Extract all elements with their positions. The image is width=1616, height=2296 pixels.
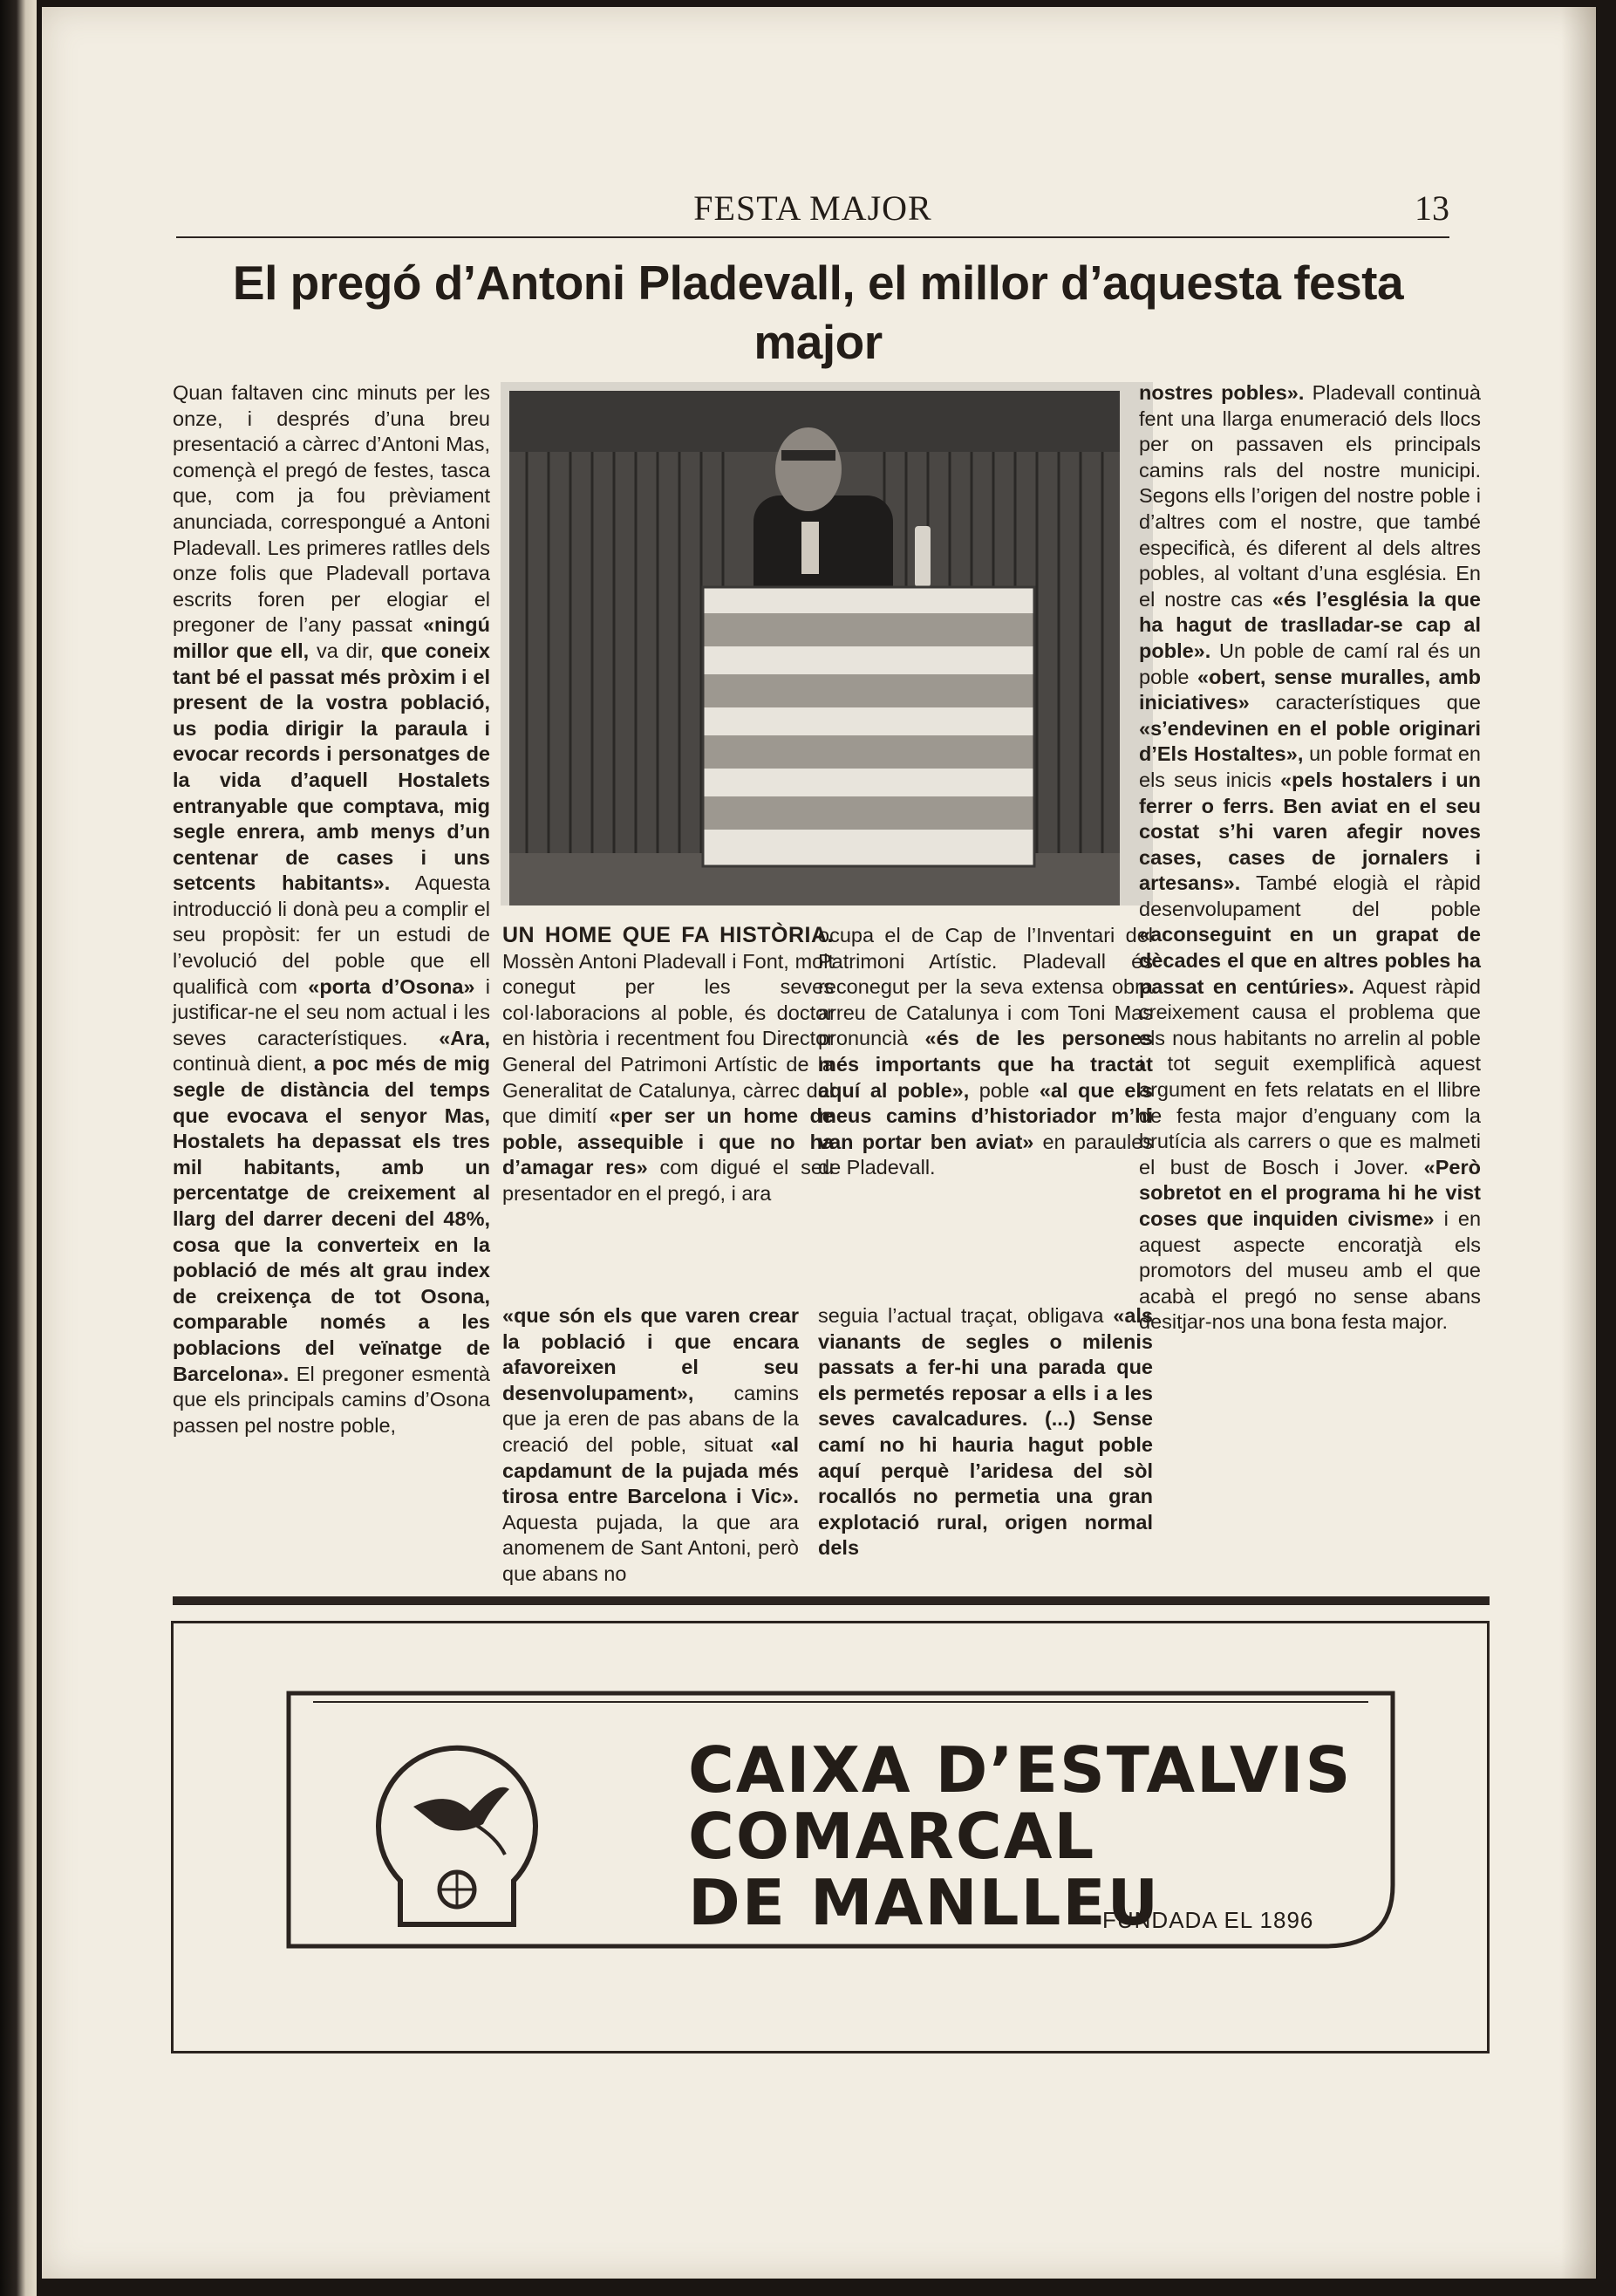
text-run: en paraules de Pladevall. [818, 1130, 1154, 1179]
text-run: Un poble de camí ral és un poble [1139, 639, 1481, 688]
text-run: un poble format en els seus inicis [1139, 742, 1481, 791]
text-run: que coneix tant bé el passat més pròxim i el present de la vostra població, us podia dirigir la paraula i evocar records i personatges de la vida d’aquell Hostalets entranyable que comptava, mig segle enrera, amb menys d’un centenar de cases i uns setcents habitants». [173, 639, 490, 895]
text-run: «al capdamunt de la pujada més tirosa entre Barcelona i Vic». [502, 1432, 799, 1508]
text-run: «s’endevinen en el poble originari d’Els Hostaltes», [1139, 716, 1481, 766]
paragraph [818, 1303, 1153, 1561]
text-run: «és l’església la que ha hagut de traslladar-se cap al poble». [1139, 587, 1482, 662]
article-column-2-lower [502, 1303, 799, 1588]
text-run: «aconseguint en un grapat de dècades el que en altres pobles ha passat en centúries». [1139, 923, 1481, 998]
text-run: El pregoner esmentà que els principals camins d’Osona passen pel nostre poble, [173, 1362, 490, 1437]
paragraph [502, 1303, 799, 1588]
text-run: i justificar-ne el seu nom actual i les seves característiques. [173, 974, 490, 1049]
article-column-2-upper [502, 923, 834, 1207]
text-run: «al que els meus camins d’historiador m’hi van portar ben aviat» [818, 1078, 1153, 1153]
bank-name-line-3: DE MANLLEU [688, 1866, 1161, 1939]
article-column-3-upper [818, 923, 1153, 1181]
running-head [176, 186, 1449, 238]
text-run: Aquesta pujada, la que ara anomenem de Sant Antoni, però que abans no [502, 1510, 799, 1585]
section-name: FESTA MAJOR [693, 188, 932, 228]
text-run: continuà dient, [173, 1052, 314, 1076]
page-number: 13 [1415, 188, 1449, 228]
article-column-4 [1139, 380, 1481, 1336]
text-run: «als vianants de segles o milenis passats a fer-hi una parada que els permetés reposar a ells i a les seves cavalcadures. (...) Sense camí no hi hauria hagut poble aquí perquè l’aridesa del sòl rocallós no permetia una gran explotació rural, origen normal dels [818, 1304, 1153, 1560]
text-run: nostres pobles». [1139, 381, 1305, 404]
text-run: Aquesta introducció li donà peu a complir el seu propòsit: fer un estudi de l’evolució del poble que ell qualificà com [173, 871, 490, 998]
article-column-1 [173, 380, 490, 1438]
text-run: poble [969, 1078, 1040, 1102]
paragraph [502, 923, 834, 1207]
text-run: característiques que [1249, 691, 1481, 714]
text-run: i en aquest aspecte encoratjà els promotors del museu amb el que acabà el pregó no sense abans desitjar-nos una bona festa major. [1139, 1207, 1482, 1334]
text-run: Pladevall continuà fent una llarga enumeració dels llocs per on passaven els principals camins rals del nostre municipi. Segons ells l’origen del nostre poble i d’altres com el nostre, que també especificà, és diferent al dels altres pobles, al voltant d’una església. En el nostre cas [1139, 381, 1481, 611]
bank-name-line-2: COMARCAL [688, 1800, 1096, 1873]
text-run: «que són els que varen crear la població i que encara afavoreixen el seu desenvolupament», [502, 1304, 799, 1404]
paragraph [173, 380, 490, 1438]
ad-frame [278, 1684, 1403, 1964]
binding-edge [0, 0, 37, 2296]
text-run: «Ara, [439, 1026, 490, 1049]
section-divider [173, 1596, 1490, 1605]
magazine-page [42, 7, 1596, 2279]
dove-globe-logo [374, 1728, 540, 1929]
founded-year: FUNDADA EL 1896 [1102, 1907, 1314, 1933]
text-run: Aquest ràpid creixement causa el problema que els nous habitants no arrelin al poble i tot seguit exemplificà aquest argument en fets relatats en el llibre de festa major d’enguany com la brutícia als carrers o que es malmeti el bust de Bosch i Jover. [1139, 974, 1481, 1179]
text-run: camins que ja eren de pas abans de la creació del poble, situat [502, 1381, 799, 1456]
text-run: ocupa el de Cap de l’Inventari del Patrimoni Artístic. Pladevall és reconegut per la seva extensa obra arreu de Catalunya i com Toni Mas pronuncià [818, 924, 1153, 1050]
bank-name-line-1: CAIXA D’ESTALVIS [688, 1733, 1353, 1807]
text-run: UN HOME QUE FA HISTÒRIA. [502, 923, 834, 947]
text-run: Mossèn Antoni Pladevall i Font, molt conegut per les seves col·laboracions al poble, és doctor en història i recentment fou Director General del Patrimoni Artístic de la Generalitat de Catalunya, càrrec del que dimití [502, 949, 834, 1128]
text-run: «porta d’Osona» [308, 974, 475, 998]
text-run: «és de les persones més importants que ha tractat aquí al poble», [818, 1027, 1153, 1102]
text-run: «per ser un home de poble, assequible i que no ha d’amagar res» [502, 1104, 834, 1179]
text-run: com digué el seu presentador en el pregó, i ara [502, 1156, 834, 1205]
bank-name [688, 1733, 1353, 1939]
bank-advertisement [171, 1621, 1490, 2053]
text-run: «pels hostalers i un ferrer o ferrs. Ben aviat en el seu costat s’hi varen afegir noves cases, cases de jornalers i artesans». [1139, 768, 1481, 895]
text-run: «obert, sense muralles, amb iniciatives» [1139, 665, 1481, 714]
text-run: seguia l’actual traçat, obligava [818, 1304, 1114, 1327]
text-run: a poc més de mig segle de distància del temps que evocava el senyor Mas, Hostalets ha depassat els tres mil habitants, amb un percentatge de creixement al llarg del darrer deceni del 48%, cosa que la converteix en la població de més alt grau index de creixença de tot Osona, comparable només a les poblacions del veïnatge de Barcelona». [173, 1052, 490, 1385]
article-headline: El pregó d’Antoni Pladevall, el millor d’aquesta festa major [232, 256, 1404, 369]
text-run: Quan faltaven cinc minuts per les onze, i després d’una breu presentació a càrrec d’Antoni Mas, començà el pregó de festes, tasca que, com ja fou prèviament anunciada, correspongué a Antoni Pladevall. Les primeres ratlles dels onze folis que Pladevall portava escrits foren per elogiar el pregoner de l’any passat [173, 381, 490, 637]
article-column-3-lower [818, 1303, 1153, 1561]
paragraph [818, 923, 1153, 1181]
text-run: «Però sobretot en el programa hi he vist coses que inquiden civisme» [1139, 1155, 1481, 1230]
text-run: va dir, [309, 639, 381, 662]
text-run: També elogià el ràpid desenvolupament del poble [1139, 871, 1481, 920]
speaker-at-podium-photo [501, 382, 1153, 905]
paragraph [1139, 380, 1481, 1336]
text-run: «ningú millor que ell, [173, 613, 490, 662]
